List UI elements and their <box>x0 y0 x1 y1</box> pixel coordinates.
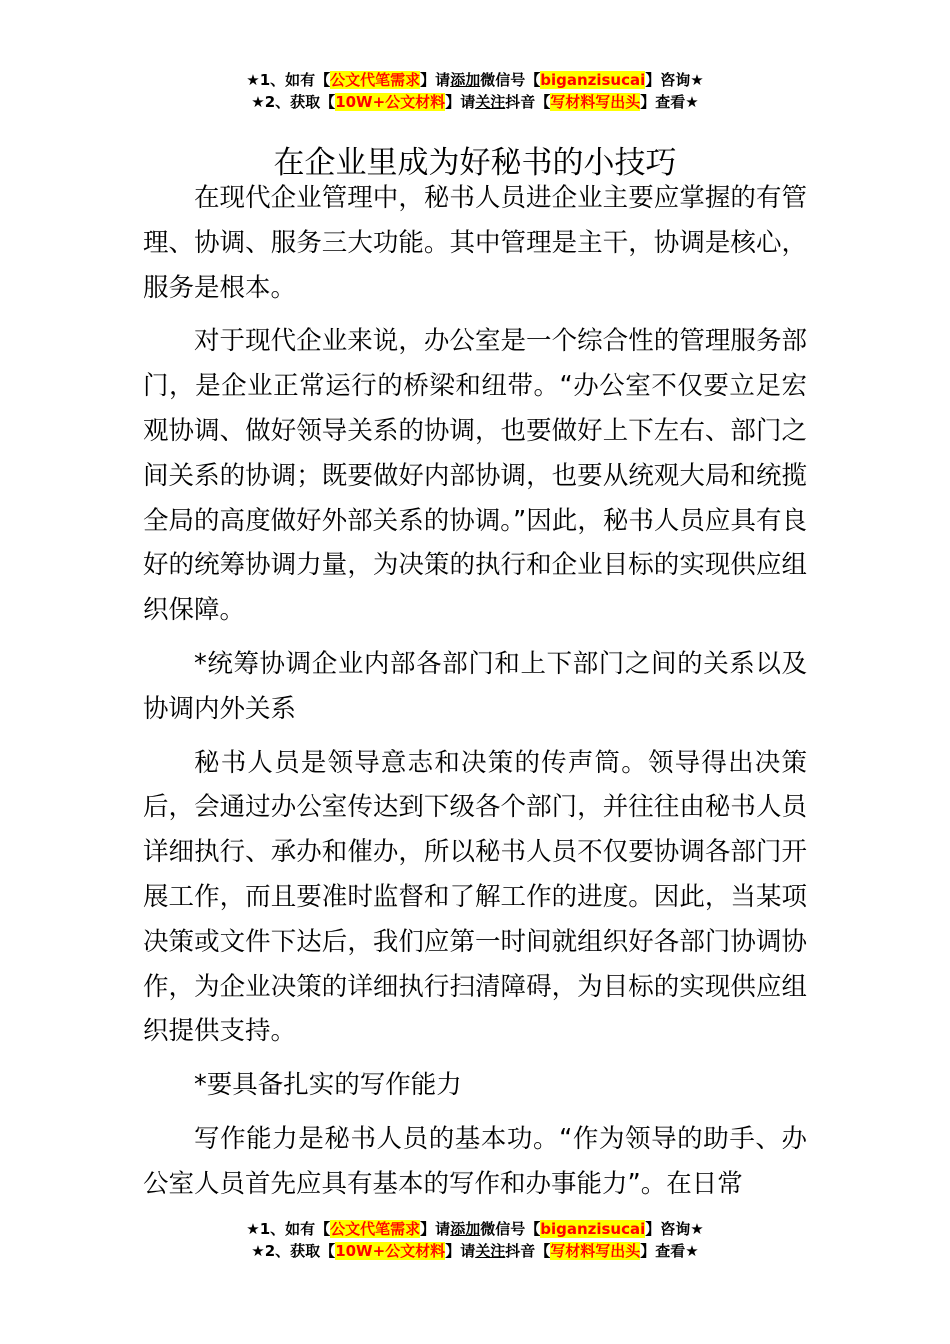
highlight-service: 公文代笔需求 <box>330 71 421 89</box>
document-title: 在企业里成为好秘书的小技巧 <box>273 144 677 181</box>
highlight-wechat-id: biganzisucai <box>540 1220 646 1238</box>
paragraph: 对于现代企业来说，办公室是一个综合性的管理服务部门，是企业正常运行的桥梁和纽带。“办公室不仅要立足宏观协调、做好领导关系的协调，也要做好上下左右、部门之间关系的协调；既要做好内部协调，也要从统观大局和统揽全局的高度做好外部关系的协调。”因此，秘书人员应具有良好的统筹协调力量，为决策的执行和企业目标的实现供应组织保障。 <box>143 326 807 626</box>
banner-line-1: ★1、如有【公文代笔需求】请添加微信号【biganzisucai】咨询★ <box>246 1220 704 1238</box>
highlight-materials: 10W+公文材料 <box>335 93 446 111</box>
paragraph: 在现代企业管理中，秘书人员进企业主要应掌握的有管理、协调、服务三大功能。其中管理是主干，协调是核心，服务是根本。 <box>143 183 807 303</box>
document-body <box>143 176 807 1216</box>
highlight-douyin-account: 写材料写出头 <box>550 93 641 111</box>
highlight-wechat-id: biganzisucai <box>540 71 646 89</box>
highlight-materials: 10W+公文材料 <box>335 1242 446 1260</box>
footer-banner <box>0 1218 950 1262</box>
section-heading: *统筹协调企业内部各部门和上下部门之间的关系以及协调内外关系 <box>143 648 807 724</box>
paragraph: 秘书人员是领导意志和决策的传声筒。领导得出决策后，会通过办公室传达到下级各个部门，并往往由秘书人员详细执行、承办和催办，所以秘书人员不仅要协调各部门开展工作，而且要准时监督和了解工作的进度。因此，当某项决策或文件下达后，我们应第一时间就组织好各部门协调协作，为企业决策的详细执行扫清障碍，为目标的实现供应组织提供支持。 <box>143 747 807 1047</box>
highlight-service: 公文代笔需求 <box>330 1220 421 1238</box>
highlight-douyin-account: 写材料写出头 <box>550 1242 641 1260</box>
banner-line-2: ★2、获取【10W+公文材料】请关注抖音【写材料写出头】查看★ <box>251 93 699 111</box>
section-heading: *要具备扎实的写作能力 <box>194 1070 462 1101</box>
paragraph: 写作能力是秘书人员的基本功。“作为领导的助手、办公室人员首先应具有基本的写作和办事能力”。在日常 <box>143 1123 807 1199</box>
banner-line-2: ★2、获取【10W+公文材料】请关注抖音【写材料写出头】查看★ <box>251 1242 699 1260</box>
banner-line-1: ★1、如有【公文代笔需求】请添加微信号【biganzisucai】咨询★ <box>246 71 704 89</box>
header-banner <box>0 69 950 113</box>
